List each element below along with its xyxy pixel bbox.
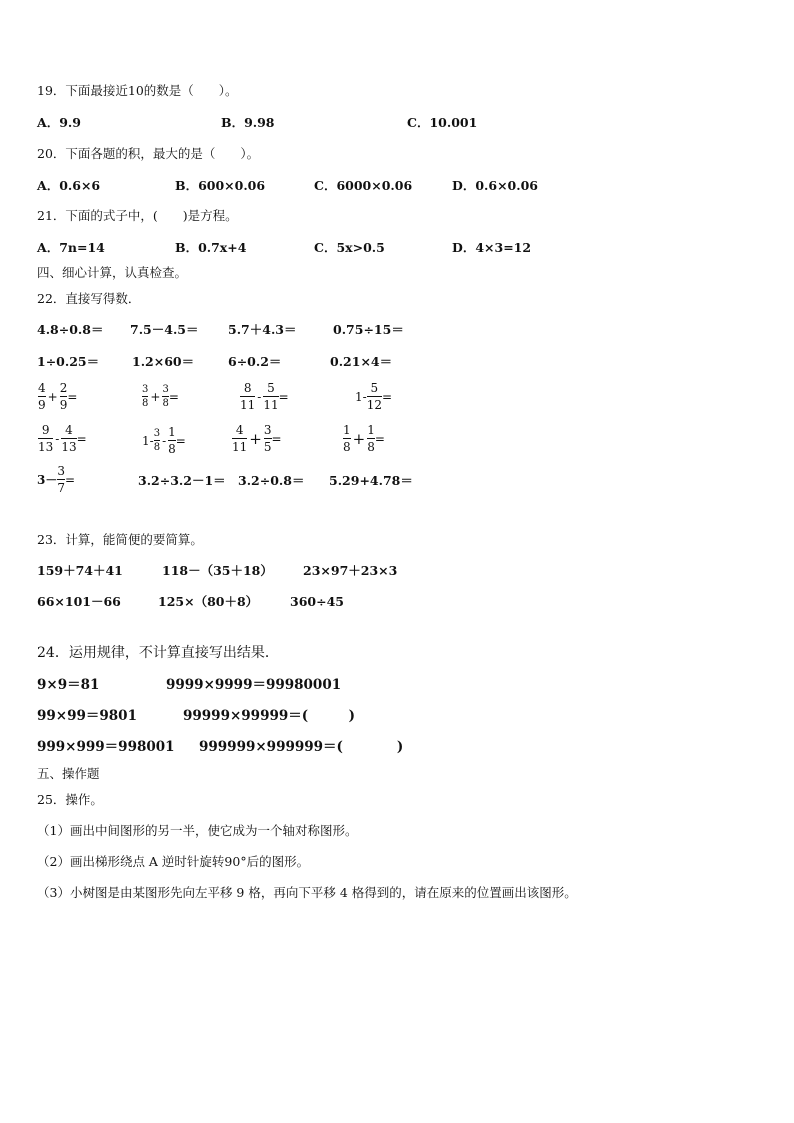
q21-option-d: D．4×3=12 [452, 240, 532, 255]
q20-option-b: B．600×0.06 [175, 178, 266, 193]
q22-item: 3.2÷3.2－1＝ [138, 473, 226, 488]
section-five-heading: 五、操作题 [37, 766, 100, 781]
q20-option-c: C．6000×0.06 [314, 178, 413, 193]
q22-item: 4.8÷0.8＝ [37, 322, 104, 337]
q19-option-c: C．10.001 [407, 115, 478, 130]
q20-option-a: A．0.6×6 [37, 178, 101, 193]
q19-stem: 19．下面最接近10的数是（ ）。 [37, 83, 238, 98]
q24-pattern-right: 9999×9999＝99980001 [166, 677, 342, 693]
q22-item: 5.7＋4.3＝ [228, 322, 297, 337]
q22-fraction-expr: $\frac{8}{11}$ - $\frac{5}{11}$ = [240, 381, 289, 412]
q22-item: 1÷0.25＝ [37, 354, 100, 369]
q22-fraction-expr: 3－ $\frac{3}{7}$ = [37, 464, 76, 495]
q22-item: 3.2÷0.8＝ [238, 473, 305, 488]
q24-pattern-left: 99×99＝9801 [37, 708, 137, 724]
q24-pattern-right: 99999×99999＝( ) [183, 708, 356, 724]
q23-item: 66×101－66 [37, 594, 121, 609]
q22-fraction-expr: $\frac{1}{8}$ + $\frac{1}{8}$ = [343, 423, 385, 454]
section-four-heading: 四、细心计算，认真检查。 [37, 265, 188, 280]
q22-fraction-expr: $\frac{4}{11}$ + $\frac{3}{5}$ = [232, 423, 282, 454]
q24-stem: 24．运用规律，不计算直接写出结果． [37, 645, 279, 661]
q21-stem: 21．下面的式子中，( )是方程。 [37, 208, 238, 223]
q20-option-d: D．0.6×0.06 [452, 178, 539, 193]
q22-fraction-expr: $\frac{4}{9}$ + $\frac{2}{9}$ = [38, 381, 78, 412]
q22-item: 0.75÷15＝ [333, 322, 404, 337]
q24-pattern-left: 9×9＝81 [37, 677, 100, 693]
q25-part-1: （1）画出中间图形的另一半，使它成为一个轴对称图形。 [37, 823, 358, 838]
q24-pattern-left: 999×999＝998001 [37, 739, 175, 755]
q22-item: 7.5－4.5＝ [130, 322, 199, 337]
q22-fraction-expr: 1- $\frac{5}{12}$ = [355, 381, 393, 412]
q20-stem: 20．下面各题的积，最大的是（ ）。 [37, 146, 260, 161]
q22-fraction-expr: 1- $\frac{3}{8}$ - $\frac{1}{8}$ = [142, 425, 186, 456]
q22-item: 0.21×4＝ [330, 354, 393, 369]
q23-item: 360÷45 [290, 594, 344, 609]
q23-item: 125×（80＋8） [158, 594, 259, 609]
q21-option-c: C．5x>0.5 [314, 240, 385, 255]
q22-item: 6÷0.2＝ [228, 354, 282, 369]
q19-option-b: B．9.98 [221, 115, 275, 130]
q22-fraction-expr: $\frac{3}{8}$ + $\frac{3}{8}$ = [142, 384, 179, 409]
q22-item: 1.2×60＝ [132, 354, 195, 369]
q19-option-a: A．9.9 [37, 115, 81, 130]
q22-item: 5.29+4.78＝ [329, 473, 413, 488]
q25-part-2: （2）画出梯形绕点 A 逆时针旋转90°后的图形。 [37, 854, 310, 869]
q22-stem: 22．直接写得数． [37, 291, 141, 306]
q25-stem: 25．操作。 [37, 792, 103, 807]
q25-part-3: （3）小树图是由某图形先向左平移 9 格，再向下平移 4 格得到的，请在原来的位置画出该图形。 [37, 885, 577, 900]
q24-pattern-right: 999999×999999＝( ) [199, 739, 404, 755]
q23-item: 159＋74＋41 [37, 563, 123, 578]
q21-option-a: A．7n=14 [37, 240, 105, 255]
q22-fraction-expr: $\frac{9}{13}$ - $\frac{4}{13}$ = [38, 423, 87, 454]
q23-item: 118－（35＋18） [162, 563, 273, 578]
q21-option-b: B．0.7x+4 [175, 240, 247, 255]
q23-stem: 23．计算，能简便的要简算。 [37, 532, 203, 547]
q23-item: 23×97＋23×3 [303, 563, 398, 578]
